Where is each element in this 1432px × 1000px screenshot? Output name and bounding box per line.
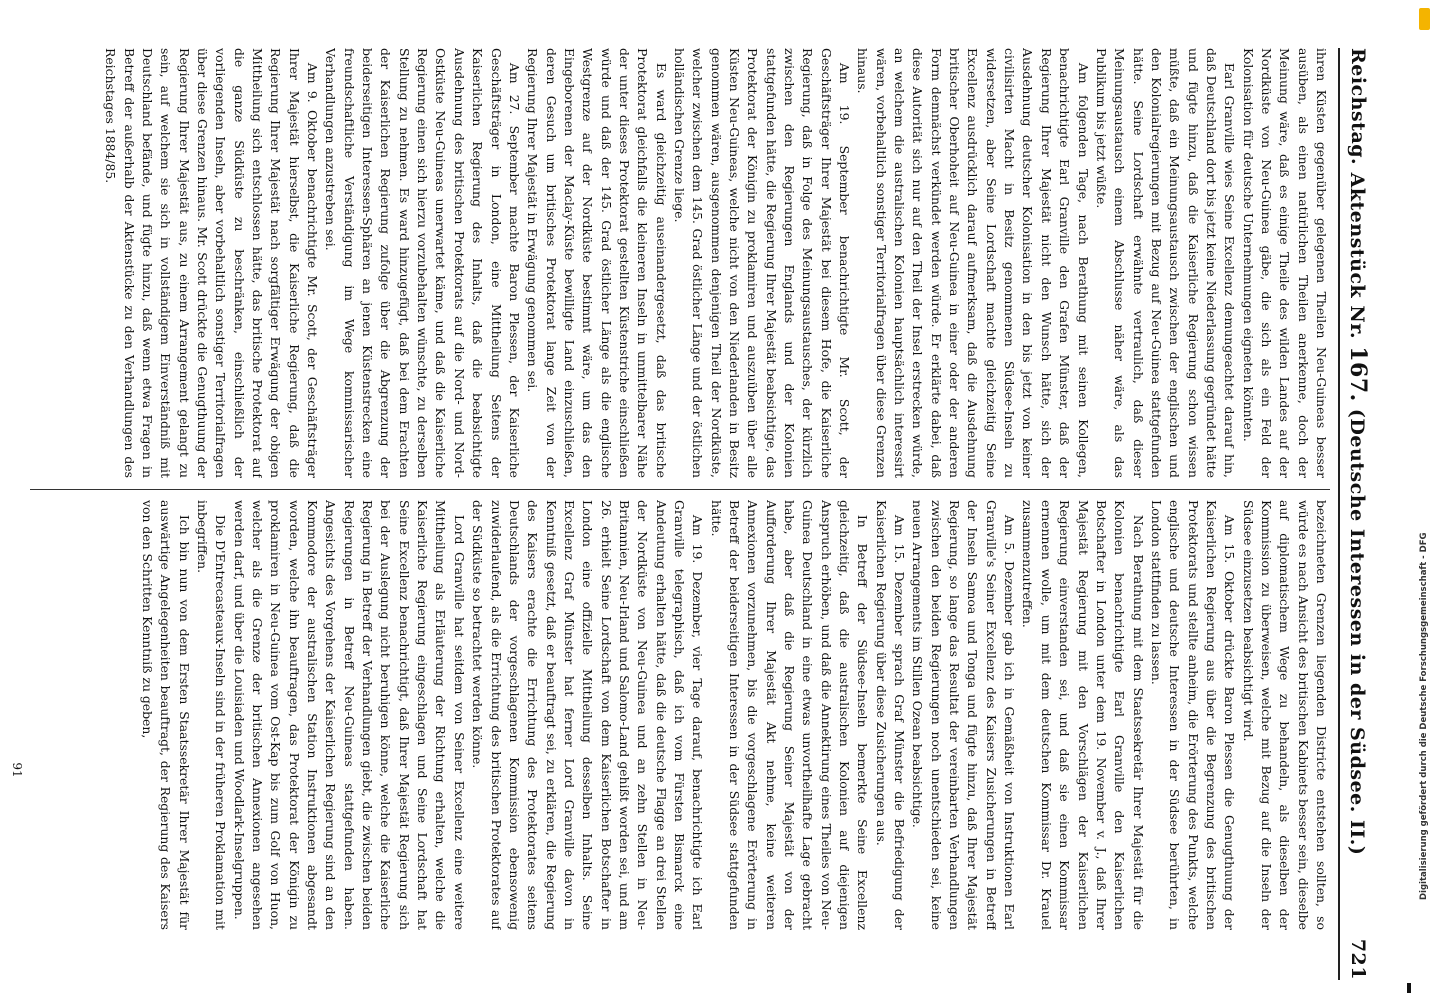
page-number: 721 — [1347, 938, 1369, 980]
header-center — [1344, 48, 1371, 980]
scan-edge-mark — [1407, 983, 1411, 993]
signature-mark: 91 — [10, 762, 24, 778]
digitization-note — [1418, 0, 1432, 1000]
right-column — [30, 500, 1330, 930]
paragraph: Am 15. Dezember sprach Graf Münster die Befriedigung der Kaiserlichen Regierung über diese Zusicherungen aus. — [873, 500, 908, 930]
header-center-prefix: Aktenstück Nr. — [1346, 172, 1368, 347]
paragraph: Ich bin nun von dem Ersten Staatssekretär Ihrer Majestät für auswärtige Angelegenheiten beauftragt, der Regierung des Kaisers von den Schritten Kenntniß zu geben, — [140, 500, 192, 930]
paragraph: Am 5. Dezember gab ich in Gemäßheit von Instruktionen Earl Granville's Seiner Excellenz des Kaisers Zusicherungen in Betreff der Inseln Samoa und Tonga und fügte hinzu, daß Ihrer Majestät Regierung, so lange das Resultat der vereinbarten Verhandlungen zwischen den beiden Regierungen noch unentschieden sei, keine neuen Arrangements im Stillen Ozean beabsichtige. — [910, 500, 1018, 930]
paragraph: Es ward gleichzeitig auseinandergesetzt, daß das britische Protektorat gleichfalls die kleineren Inseln in unmittelbarer Nähe der unter dieses Protektorat gestellten Küstenstriche einschließen würde und daß der 145. Grad östlicher Länge als die englische Westgrenze auf der Nordküste bestimmt wäre, um das den Eingeborenen der Maclay-Küste bewilligte Land einzuschließen, deren Gesuch um britisches Protektorat lange Zeit von der Regierung Ihrer Majestät in Erwägung genommen sei. — [525, 48, 669, 478]
paragraph: Lord Granville hat seitdem von Seiner Excellenz eine weitere Mittheilung als Erläuterung der Richtung erhalten, welche die Kaiserliche Regierung eingeschlagen und Seine Lordschaft hat Seine Excellenz benachrichtigt, daß Ihrer Majestät Regierung sich bei der Auslegung nicht beruhigen könne, welche die Kaiserliche Regierung in Betreff der Verhandlungen giebt, die zwischen beiden Regierungen in Betreff Neu-Guineas stattgefunden haben. Angesichts des Vorgehens der Kaiserlichen Regierung sind an den Kommodore der australischen Station Instruktionen abgesandt worden, welche ihn beauftragen, das Protektorat der Königin zu proklamiren in Neu-Guinea vom Ost-Kap bis zum Golf von Huon, welcher als die Grenze der britischen Annexionen angesehen werden darf, und über die Louisiaden und Woodlark-Inselgruppen. — [231, 500, 467, 930]
header-left: Reichstag. — [1347, 48, 1369, 166]
paragraph: Am folgenden Tage, nach Berathung mit seinen Kollegen, benachrichtigte Earl Granville den Grafen Münster, daß der Regierung Ihrer Majestät nicht den Wunsch hätte, sich der Ausdehnung deutscher Kolonisation in den bis jetzt von keiner civilisirten Macht in Besitz genommenen Südsee-Inseln zu widersetzen, aber Seine Lordschaft machte gleichzeitig Seine Excellenz ausdrücklich darauf aufmerksam, daß die Ausdehnung britischer Oberhoheit auf Neu-Guinea in einer oder der anderen Form demnächst verkündet werden würde. Er erklärte dabei, daß diese Autorität sich nur auf den Theil der Insel erstrecken würde, an welchem die australischen Kolonien hauptsächlich interessirt wären, vorbehaltlich sonstiger Territorialfragen über diese Grenzen hinaus. — [855, 48, 1091, 478]
paragraph: Earl Granville wies Seine Excellenz demungeachtet darauf hin, daß Deutschland dort bis jetzt keine Niederlassung gegründet hätte und fügte hinzu, daß die Kaiserliche Regierung schon wissen müßte, daß ein Meinungsaustausch zwischen der englischen und den Kolonialregierungen mit Bezug auf Neu-Guinea stattgefunden hätte. Seine Lordschaft erwähnte vertraulich, daß dieser Meinungsaustausch einem Abschlusse näher wäre, als das Publikum bis jetzt wüßte. — [1093, 48, 1238, 478]
paragraph: ihren Küsten gegenüber gelegenen Theilen Neu-Guineas besser ausüben, als einen natürlichen Theilen anerkenne, doch der Meinung wäre, daß es einige Theile des wilden Landes auf der Nordküste von Neu-Guinea gäbe, die sich als ein Feld der Kolonisation für deutsche Unternehmungen eigneten könnten. — [1240, 48, 1329, 478]
paragraph: bezeichneten Grenzen liegenden Districte entstehen sollten, so würde es nach Ansicht des britischen Kabinets besser sein, dieselbe auf diplomatischem Wege zu behandeln, als dieselben der Kommission zu überweisen, welche mit Bezug auf die Inseln der Südsee einzusetzen beabsichtigt wird. — [1240, 500, 1329, 930]
paragraph: Nach Berathung mit dem Staatssekretär Ihrer Majestät für die Kolonien benachrichtigte Earl Granville den Kaiserlichen Botschafter in London unter dem 19. November v. J., daß Ihrer Majestät Regierung mit den Vorschlägen der Kaiserlichen Regierung einverstanden sei, und daß sie einen Kommissar ernennen wolle, um mit dem deutschen Kommissar Dr. Krauel zusammenzutreffen. — [1020, 500, 1146, 930]
paragraph: Die D'Entrecasteaux-Inseln sind in der früheren Proklamation mit inbegriffen. — [195, 500, 229, 930]
left-column — [30, 48, 1330, 478]
paragraph: Am 9. Oktober benachrichtigte Mr. Scott, der Geschäftsträger Ihrer Majestät hierselbst, die Kaiserliche Regierung, daß die Regierung Ihrer Majestät nach sorgfältiger Erwägung der obigen Mittheilung sich entschlossen hätte, das britische Protektorat auf die ganze Südküste zu beschränken, einschließlich der vorliegenden Inseln, aber vorbehaltlich sonstiger Territorialfragen über diese Grenzen hinaus. Mr. Scott drückte die Genugthuung der Regierung Ihrer Majestät aus, zu einem Arrangement gelangt zu sein, auf welchem sie sich in vollständigem Einverständniß mit Deutschland befände, und fügte hinzu, daß wenn etwa Fragen in Betreff der außerhalb der Aktenstücke zu den Verhandlungen des Reichstages 1884/85. — [103, 48, 321, 478]
paragraph: Am 19. September benachrichtigte Mr. Scott, der Geschäftsträger Ihrer Majestät bei diesem Hofe, die Kaiserliche Regierung, daß in Folge des Meinungsaustausches, der kürzlich zwischen den Regierungen Englands und der Kolonien stattgefunden hätte, die Regierung Ihrer Majestät beabsichtige, das Protektorat der Königin zu proklamiren und auszuüben über alle Küsten Neu-Guineas, welche nicht von den Niederlanden in Besitz genommen wären, ausgenommen denjenigen Theil der Nordküste, welcher zwischen dem 145. Grad östlicher Länge und der östlichen holländischen Grenze liege. — [671, 48, 853, 478]
header-rule — [1338, 48, 1340, 980]
paragraph: Am 15. Oktober drückte Baron Plessen die Genugthuung der Kaiserlichen Regierung aus über die Begrenzung des britischen Protektorats und stellte anheim, die Erörterung des Punkts, welche englische und deutsche Interessen in der Südsee berührten, in London stattfinden zu lassen. — [1148, 500, 1238, 930]
paragraph: Am 19. Dezember, vier Tage darauf, benachrichtigte ich Earl Granville telegraphisch, daß ich vom Fürsten Bismarck eine Andeutung erhalten hätte, daß die deutsche Flagge an drei Stellen der Nordküste von Neu-Guinea und an zehn Stellen in Neu-Britannien, Neu-Irland und Salomo-Land gehißt worden sei, und am 26. erhielt Seine Lordschaft von dem Kaiserlichen Botschafter in London eine offizielle Mittheilung desselben Inhalts. Seine Excellenz Graf Münster hat ferner Lord Granville davon in Kenntniß gesetzt, daß er beauftragt sei, zu erklären, die Regierung des Kaisers erachte die Errichtung des Protektorates seitens Deutschlands der vorgeschlagenen Kommission ebensowenig zuwiderlaufend, als die Errichtung des britischen Protektorates auf der Südküste so betrachtet werden könne. — [470, 500, 706, 930]
digitization-note-text: Digitalisierung gefördert durch die Deutsche Forschungsgemeinschaft - DFG — [1419, 532, 1429, 900]
header-center-suffix: (Deutsche Interessen in der Südsee. II.) — [1346, 401, 1368, 856]
header-document-number: 167. — [1345, 346, 1371, 402]
paragraph: In Betreff der Südsee-Inseln bemerkte Seine Excellenz gleichzeitig, daß die australischen Kolonien auf diejenigen Anspruch erhöben, und daß die Annektirung eines Theiles von Neu-Guinea Deutschland in eine etwas unvortheilhafte Lage gebracht habe, aber daß die Regierung Seiner Majestät von der Aufforderung Ihrer Majestät Akt nehme, keine weiteren Annexionen vorzunehmen, bis die vorgeschlagene Erörterung in Betreff der beiderseitigen Interessen in der Südsee stattgefunden hätte. — [708, 500, 871, 930]
column-divider — [30, 489, 1330, 490]
paragraph: Am 27. September machte Baron Plessen, der Kaiserliche Geschäftsträger in London, eine Mittheilung Seitens der Kaiserlichen Regierung des Inhalts, daß die beabsichtigte Ausdehnung des britischen Protektorats auf die Nord- und Nord-Ostküste Neu-Guineas unerwartet käme, und daß die Kaiserliche Regierung einen sich hierzu vorzubehalten wünschte, zu derselben Stellung zu nehmen. Es ward hinzugefügt, daß bei dem Erachten der Kaiserlichen Regierung zufolge über die Abgrenzung der beiderseitigen Interessen-Sphären an jenen Küstenstrecken eine freundschaftliche Verständigung im Wege kommissarischer Verhandlungen anzustreben sei. — [323, 48, 522, 478]
running-header — [1345, 48, 1371, 980]
